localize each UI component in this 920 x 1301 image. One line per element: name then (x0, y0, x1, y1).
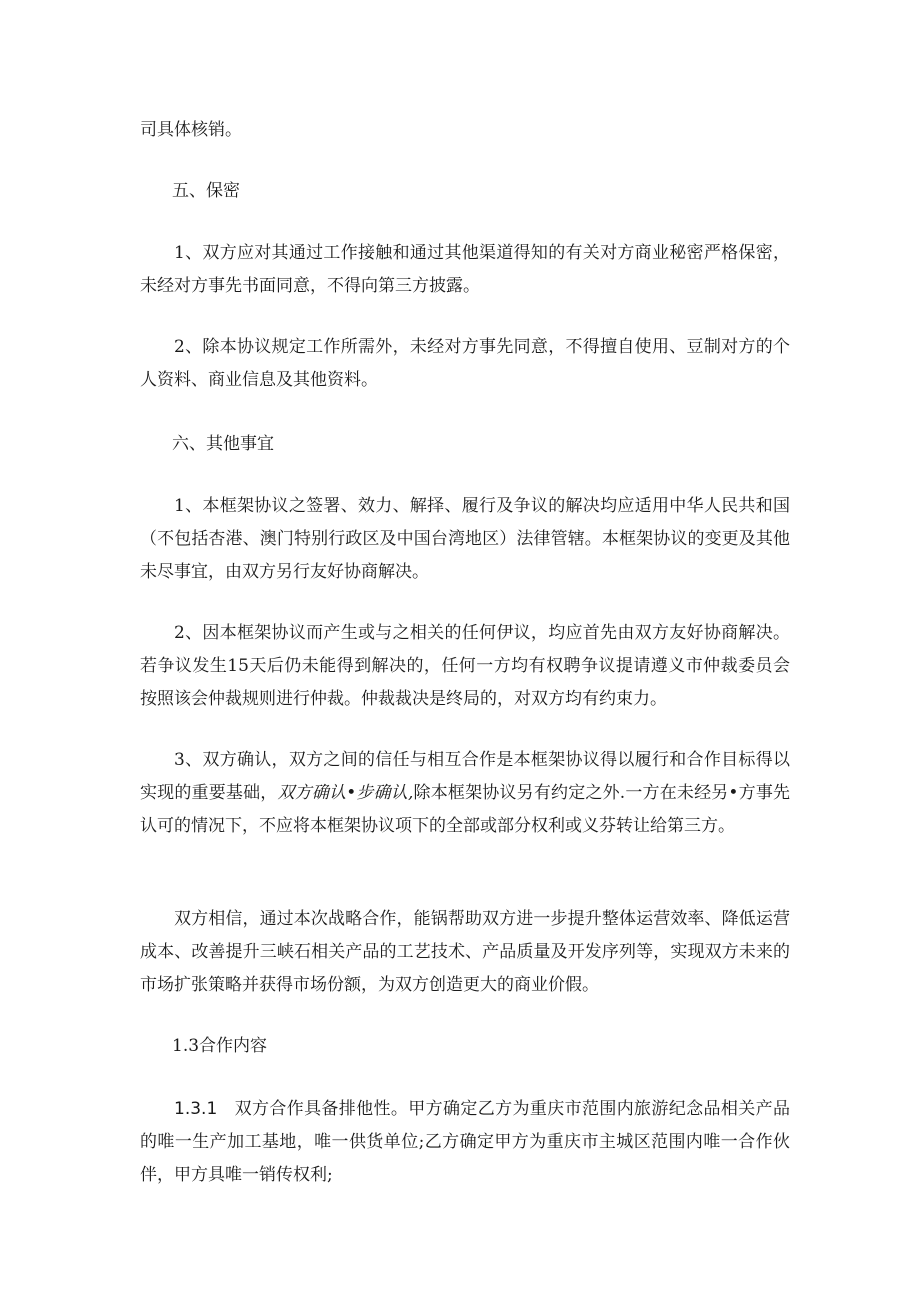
paragraph-confidentiality-2: 2、除本协议规定工作所需外，未经对方事先同意，不得擅自使用、豆制对方的个人资料、商业信息及其他资料。 (140, 337, 790, 390)
paragraph-1-3-1 (140, 1093, 790, 1192)
paragraph-text: 3、双方确认，双方之间的信任与相互合作是本框架协议得以履行和合作目标得以实现的重要基础， (140, 750, 790, 803)
paragraph-other-matters-3 (140, 744, 790, 843)
paragraph-confidentiality-1: 1、双方应对其通过工作接触和通过其他渠道得知的有关对方商业秘密严格保密，未经对方事先书面同意，不得向第三方披露。 (140, 243, 790, 296)
paragraph-continuation: 司具体核销。 (140, 120, 242, 140)
paragraph-text: 除本框架协议另有约定之外.一方在未经另•方事先认可的情况下，不应将本框架协议项下的全部或部分权利或义芬转让给第三方。 (140, 783, 791, 836)
italic-phrase: 双方确认•步确认, (277, 783, 414, 803)
section-heading-confidentiality: 五、保密 (172, 181, 240, 201)
section-heading-other-matters: 六、其他事宜 (172, 434, 274, 454)
clause-number: 1.3.1 (174, 1099, 218, 1119)
paragraph-cooperation-belief: 双方相信，通过本次战略合作，能锅帮助双方进一步提升整体运营效率、降低运营成本、改善提升三峡石相关产品的工艺技术、产品质量及开发序列等，实现双方未来的市场扩张策略并获得市场份额，为双方创造更大的商业价假。 (140, 909, 790, 995)
paragraph-text: 双方合作具备排他性。甲方确定乙方为重庆市范围内旅游纪念品相关产品的唯一生产加工基地，唯一供货单位;乙方确定甲方为重庆市主城区范围内唯一合作伙伴，甲方具唯一销传权利; (140, 1099, 791, 1185)
paragraph-other-matters-1: 1、本框架协议之签署、效力、解择、履行及争议的解决均应适用中华人民共和国（不包括杏港、澳门特别行政区及中国台湾地区）法律管辖。本框架协议的变更及其他未尽事宜，由双方另行友好协商解决。 (140, 496, 790, 582)
paragraph-other-matters-2: 2、因本框架协议而产生或与之相关的任何伊议，均应首先由双方友好协商解决。若争议发生15天后仍未能得到解决的，任何一方均有权聘争议提请遵义市仲裁委员会按照该会仲裁规则进行仲裁。仲裁裁决是终局的，对双方均有约束力。 (140, 623, 790, 709)
section-heading-cooperation-content: 1.3合作内容 (172, 1036, 268, 1056)
